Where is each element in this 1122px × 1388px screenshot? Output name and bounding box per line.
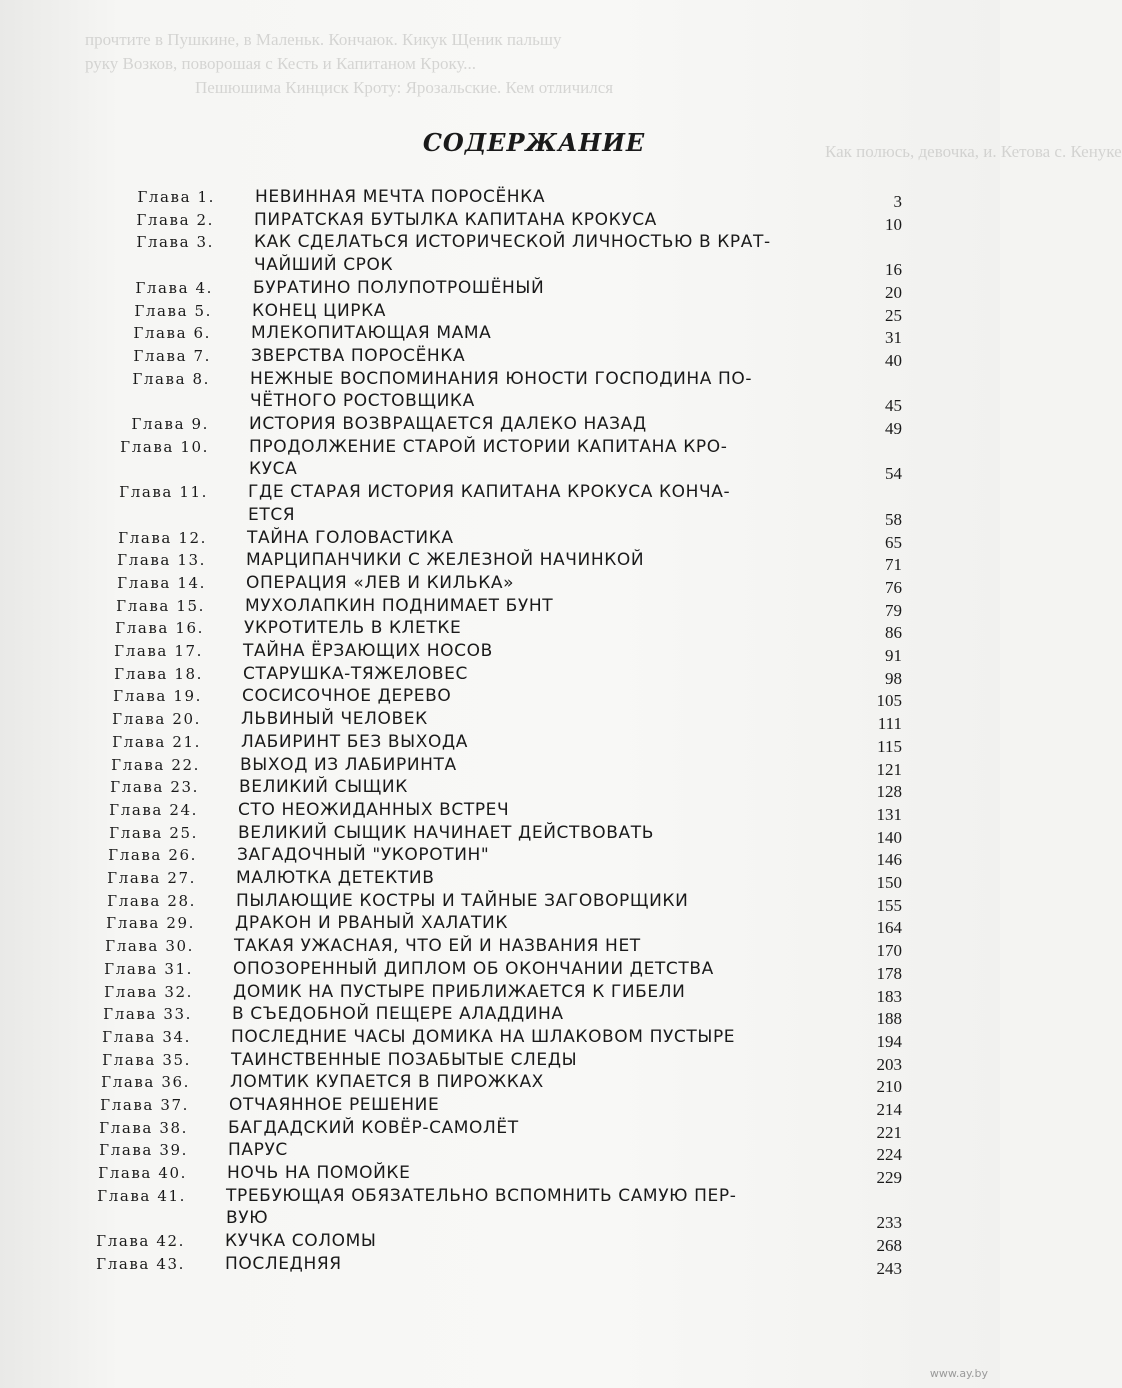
chapter-title: МАРЦИПАНЧИКИ С ЖЕЛЕЗНОЙ НАЧИНКОЙ: [246, 550, 645, 571]
dot-leader: [480, 663, 846, 685]
dot-leader: [280, 1207, 846, 1229]
chapter-label: Глава 5.: [134, 301, 212, 320]
page-number: 214: [876, 1100, 902, 1119]
toc-entry: [0, 776, 1000, 802]
chapter-title: ПОСЛЕДНЯЯ: [225, 1253, 342, 1274]
chapter-label: Глава 38.: [99, 1118, 188, 1137]
chapter-title: ПЫЛАЮЩИЕ КОСТРЫ И ТАЙНЫЕ ЗАГОВОРЩИКИ: [236, 890, 689, 911]
toc-entry: [0, 322, 1000, 348]
dot-leader: [557, 186, 846, 208]
chapter-title: ГДЕ СТАРАЯ ИСТОРИЯ КАПИТАНА КРОКУСА КОНЧА-: [248, 482, 731, 503]
toc-entry: [0, 436, 1000, 484]
dot-leader: [531, 1117, 846, 1139]
chapter-label: Глава 8.: [132, 369, 210, 388]
page-number: 16: [885, 260, 902, 280]
chapter-label: Глава 26.: [108, 846, 197, 865]
chapter-label: Глава 24.: [109, 800, 198, 819]
toc-entry: [0, 912, 1000, 938]
toc-entry: [0, 481, 1000, 529]
dot-leader: [556, 277, 846, 299]
page-number: 20: [885, 282, 902, 302]
toc-entry: [0, 277, 1000, 300]
chapter-label: Глава 10.: [120, 437, 209, 456]
page-number: 131: [876, 804, 902, 824]
toc-entry: [0, 1003, 1000, 1029]
chapter-label: Глава 9.: [131, 415, 209, 433]
page-number: 146: [876, 850, 902, 870]
chapter-label: Глава 27.: [107, 869, 196, 887]
page-number: 65: [885, 532, 902, 552]
chapter-title: ВУЮ: [226, 1208, 269, 1229]
chapter-label: Глава 33.: [103, 1005, 192, 1024]
chapter-title: КУЧКА СОЛОМЫ: [225, 1231, 377, 1252]
dot-leader: [354, 1253, 846, 1275]
chapter-label: Глава 17.: [114, 642, 203, 660]
toc-entry: [0, 822, 1000, 845]
page-number: 25: [885, 305, 902, 325]
page-number: 178: [876, 963, 902, 983]
chapter-title: СТО НЕОЖИДАННЫХ ВСТРЕЧ: [238, 799, 510, 820]
chapter-title: ВЫХОД ИЗ ЛАБИРИНТА: [240, 754, 457, 775]
chapter-label: Глава 41.: [97, 1186, 186, 1205]
chapter-title: КУСА: [249, 459, 298, 480]
page-number: 233: [876, 1213, 902, 1233]
page-number: 210: [876, 1077, 902, 1097]
toc-entry: [0, 799, 1000, 822]
toc-entry: [0, 958, 1000, 981]
toc-entry: [0, 1185, 1000, 1233]
chapter-title: ДРАКОН И РВАНЫЙ ХАЛАТИК: [235, 913, 509, 934]
chapter-label: Глава 31.: [104, 959, 193, 978]
toc-entry: [0, 572, 1000, 595]
chapter-title: ПАРУС: [228, 1140, 288, 1161]
page-number: 45: [885, 396, 902, 416]
dot-leader: [480, 731, 846, 753]
chapter-title: В СЪЕДОБНОЙ ПЕЩЕРЕ АЛАДДИНА: [232, 1004, 564, 1025]
page-number: 71: [885, 555, 902, 575]
chapter-title: ПИРАТСКАЯ БУТЫЛКА КАПИТАНА КРОКУСА: [254, 209, 657, 230]
page-number: 140: [876, 827, 902, 847]
chapter-title: ПРОДОЛЖЕНИЕ СТАРОЙ ИСТОРИИ КАПИТАНА КРО-: [249, 436, 728, 457]
chapter-title: КОНЕЦ ЦИРКА: [252, 300, 387, 321]
dot-leader: [556, 1071, 846, 1093]
toc-entry: [0, 1049, 1000, 1072]
chapter-label: Глава 13.: [117, 551, 206, 570]
page-number: 203: [876, 1054, 902, 1074]
page-number: 164: [876, 918, 902, 938]
bleed-line: Пешюшима Кинциск Кроту: Ярозальские. Кем отличился: [195, 78, 614, 97]
toc-entry: [0, 549, 1000, 575]
bleed-line: Как полюсь, девочка, и. Кетова с. Кенуке: [825, 142, 1122, 161]
chapter-title: ТАЙНА ЁРЗАЮЩИХ НОСОВ: [243, 641, 493, 661]
chapter-label: Глава 23.: [110, 778, 199, 797]
chapter-label: Глава 30.: [105, 937, 194, 956]
dot-leader: [589, 1049, 846, 1071]
dot-leader: [520, 912, 846, 934]
dot-leader: [700, 890, 846, 912]
toc-entry: [0, 413, 1000, 436]
page-number: 79: [885, 600, 902, 620]
toc-entry: [0, 981, 1000, 1004]
dot-leader: [669, 209, 846, 231]
chapter-label: Глава 25.: [109, 823, 198, 842]
chapter-title: БУРАТИНО ПОЛУПОТРОШЁНЫЙ: [253, 277, 545, 298]
toc-entry: [0, 617, 1000, 643]
chapter-title: ТАКАЯ УЖАСНАЯ, ЧТО ЕЙ И НАЗВАНИЯ НЕТ: [234, 936, 641, 957]
chapter-title: НЕВИННАЯ МЕЧТА ПОРОСЁНКА: [255, 187, 546, 207]
toc-entry: [0, 685, 1000, 711]
dot-leader: [487, 390, 846, 412]
page-number: 91: [885, 646, 902, 665]
chapter-label: Глава 16.: [115, 619, 204, 638]
dot-leader: [656, 549, 846, 571]
chapter-label: Глава 43.: [96, 1254, 185, 1273]
toc-entry: [0, 209, 1000, 232]
dot-leader: [447, 867, 846, 889]
dot-leader: [477, 345, 846, 367]
dot-leader: [666, 822, 846, 844]
page-number: 183: [876, 986, 902, 1006]
toc-entry: [0, 1253, 1000, 1276]
page-number: 3: [893, 192, 902, 211]
toc-entry: [0, 231, 1000, 280]
dot-leader: [576, 1003, 846, 1025]
chapter-title: ПОСЛЕДНИЕ ЧАСЫ ДОМИКА НА ШЛАКОВОМ ПУСТЫРЕ: [231, 1026, 736, 1047]
page-number: 229: [876, 1168, 902, 1188]
toc-entry: [0, 1026, 1000, 1049]
dot-leader: [526, 572, 846, 594]
dot-leader: [503, 322, 846, 344]
dot-leader: [653, 935, 846, 957]
chapter-title: МАЛЮТКА ДЕТЕКТИВ: [236, 868, 435, 888]
toc-entry: [0, 1139, 1000, 1165]
page-number: 98: [885, 668, 902, 688]
page-number: 111: [877, 714, 902, 734]
dot-leader: [726, 958, 846, 980]
page-number: 58: [885, 509, 902, 529]
toc-entry: [0, 731, 1000, 754]
page-number: 121: [876, 759, 902, 779]
toc-entry: [0, 1230, 1000, 1256]
chapter-label: Глава 37.: [100, 1096, 189, 1114]
dot-leader: [307, 504, 846, 526]
chapter-label: Глава 12.: [118, 528, 207, 547]
chapter-title: НОЧЬ НА ПОМОЙКЕ: [227, 1163, 411, 1184]
toc-entry: [0, 186, 1000, 209]
page-number: 54: [885, 464, 902, 484]
dot-leader: [309, 458, 846, 480]
chapter-label: Глава 1.: [137, 188, 215, 206]
toc-entry: [0, 867, 1000, 890]
dot-leader: [451, 1094, 846, 1116]
dot-leader: [469, 754, 846, 776]
dot-leader: [501, 844, 846, 866]
toc-entry: [0, 527, 1000, 550]
chapter-title: СОСИСОЧНОЕ ДЕРЕВО: [242, 686, 452, 707]
page-number: 170: [876, 941, 902, 961]
chapter-title: УКРОТИТЕЛЬ В КЛЕТКЕ: [244, 618, 462, 639]
chapter-label: Глава 11.: [119, 483, 208, 502]
toc-entry: [0, 754, 1000, 777]
chapter-label: Глава 42.: [96, 1232, 185, 1251]
toc-entry: [0, 663, 1000, 686]
chapter-label: Глава 2.: [136, 210, 214, 229]
chapter-title: ТАИНСТВЕННЫЕ ПОЗАБЫТЫЕ СЛЕДЫ: [231, 1049, 578, 1070]
dot-leader: [405, 254, 846, 276]
toc-entry: [0, 640, 1000, 663]
chapter-label: Глава 28.: [107, 891, 196, 910]
chapter-label: Глава 18.: [114, 664, 203, 683]
chapter-label: Глава 4.: [135, 278, 213, 297]
chapter-title: ВЕЛИКИЙ СЫЩИК: [239, 777, 408, 798]
dot-leader: [422, 1162, 846, 1184]
dot-leader: [398, 300, 846, 322]
page-number: 128: [876, 782, 902, 802]
chapter-label: Глава 20.: [112, 710, 201, 729]
toc-entry: [0, 368, 1000, 416]
chapter-title: ЗВЕРСТВА ПОРОСЁНКА: [251, 345, 466, 366]
page-number: 76: [885, 577, 902, 597]
chapter-title: МУХОЛАПКИН ПОДНИМАЕТ БУНТ: [245, 595, 554, 616]
dot-leader: [473, 617, 846, 639]
toc-entry: [0, 300, 1000, 323]
page-number: 49: [885, 419, 902, 438]
dot-leader: [388, 1230, 846, 1252]
page-number: 40: [885, 350, 902, 370]
toc-entry: [0, 1071, 1000, 1097]
chapter-title: ОПОЗОРЕННЫЙ ДИПЛОМ ОБ ОКОНЧАНИИ ДЕТСТВА: [233, 958, 714, 979]
chapter-title: ТРЕБУЮЩАЯ ОБЯЗАТЕЛЬНО ВСПОМНИТЬ САМУЮ ПЕР-: [226, 1185, 737, 1206]
chapter-title: ЧАЙШИЙ СРОК: [254, 255, 394, 276]
chapter-label: Глава 32.: [104, 982, 193, 1001]
chapter-label: Глава 21.: [112, 732, 201, 751]
chapter-title: ЕТСЯ: [248, 504, 296, 525]
bleed-line: прочтите в Пушкине, в Маленьк. Кончаюк. Кикук Щеник пальшу: [85, 30, 562, 49]
page-number: 150: [876, 873, 902, 892]
toc-entry: [0, 595, 1000, 618]
toc-entry: [0, 890, 1000, 913]
chapter-title: НЕЖНЫЕ ВОСПОМИНАНИЯ ЮНОСТИ ГОСПОДИНА ПО-: [250, 368, 753, 389]
page-number: 105: [876, 691, 902, 711]
chapter-title: ЧЁТНОГО РОСТОВЩИКА: [250, 391, 475, 412]
chapter-label: Глава 6.: [133, 324, 211, 343]
chapter-title: БАГДАДСКИЙ КОВЁР-САМОЛЁТ: [228, 1117, 519, 1138]
chapter-label: Глава 34.: [102, 1027, 191, 1046]
chapter-title: ЛОМТИК КУПАЕТСЯ В ПИРОЖКАХ: [230, 1072, 544, 1093]
chapter-label: Глава 36.: [101, 1073, 190, 1092]
page-number: 155: [876, 895, 902, 915]
chapter-title: ЛЬВИНЫЙ ЧЕЛОВЕК: [241, 709, 428, 730]
page-number: 10: [885, 214, 902, 234]
page-number: 188: [876, 1009, 902, 1029]
chapter-title: ИСТОРИЯ ВОЗВРАЩАЕТСЯ ДАЛЕКО НАЗАД: [249, 414, 647, 434]
dot-leader: [747, 1026, 846, 1048]
toc-entry: [0, 708, 1000, 734]
page-number: 86: [885, 623, 902, 643]
bleed-line: руку Возков, поворошая с Кесть и Капитаном Кроку...: [85, 54, 477, 73]
chapter-title: ЗАГАДОЧНЫЙ "УКОРОТИН": [237, 845, 490, 866]
chapter-label: Глава 7.: [133, 346, 211, 365]
chapter-label: Глава 35.: [102, 1050, 191, 1069]
chapter-label: Глава 29.: [106, 914, 195, 933]
page-number: 115: [877, 736, 902, 756]
dot-leader: [505, 640, 846, 662]
chapter-label: Глава 19.: [113, 687, 202, 706]
chapter-label: Глава 39.: [99, 1141, 188, 1160]
page-title: СОДЕРЖАНИЕ: [422, 128, 646, 157]
watermark: www.ay.by: [929, 1367, 988, 1380]
dot-leader: [521, 799, 846, 821]
chapter-title: МЛЕКОПИТАЮЩАЯ МАМА: [251, 323, 492, 344]
chapter-label: Глава 22.: [111, 755, 200, 774]
chapter-title: ВЕЛИКИЙ СЫЩИК НАЧИНАЕТ ДЕЙСТВОВАТЬ: [238, 822, 654, 843]
page-number: 243: [876, 1258, 902, 1278]
page-number: 221: [876, 1122, 902, 1142]
chapter-title: ОПЕРАЦИЯ «ЛЕВ И КИЛЬКА»: [246, 572, 515, 593]
chapter-title: СТАРУШКА-ТЯЖЕЛОВЕС: [243, 663, 468, 684]
chapter-label: Глава 3.: [136, 233, 214, 252]
chapter-title: ЛАБИРИНТ БЕЗ ВЫХОДА: [241, 731, 469, 752]
dot-leader: [466, 527, 846, 549]
toc-entry: [0, 1094, 1000, 1117]
chapter-title: ДОМИК НА ПУСТЫРЕ ПРИБЛИЖАЕТСЯ К ГИБЕЛИ: [233, 981, 686, 1002]
dot-leader: [420, 776, 846, 798]
toc-entry: [0, 935, 1000, 961]
page-number: 268: [876, 1236, 902, 1256]
chapter-label: Глава 14.: [117, 573, 206, 592]
dot-leader: [659, 413, 846, 435]
chapter-label: Глава 40.: [98, 1164, 187, 1183]
chapter-title: КАК СДЕЛАТЬСЯ ИСТОРИЧЕСКОЙ ЛИЧНОСТЬЮ В КРАТ-: [254, 232, 771, 253]
dot-leader: [463, 685, 846, 707]
page-number: 224: [876, 1145, 902, 1165]
toc-entry: [0, 1117, 1000, 1140]
page-number: 194: [876, 1031, 902, 1051]
dot-leader: [565, 595, 846, 617]
page-number: 31: [885, 328, 902, 348]
toc-entry: [0, 345, 1000, 368]
toc-entry: [0, 1162, 1000, 1188]
dot-leader: [697, 981, 846, 1003]
chapter-title: ОТЧАЯННОЕ РЕШЕНИЕ: [229, 1095, 440, 1115]
dot-leader: [300, 1139, 846, 1161]
dot-leader: [440, 708, 846, 730]
chapter-label: Глава 15.: [116, 596, 205, 615]
chapter-title: ТАЙНА ГОЛОВАСТИКА: [247, 527, 454, 548]
toc-entry: [0, 844, 1000, 870]
